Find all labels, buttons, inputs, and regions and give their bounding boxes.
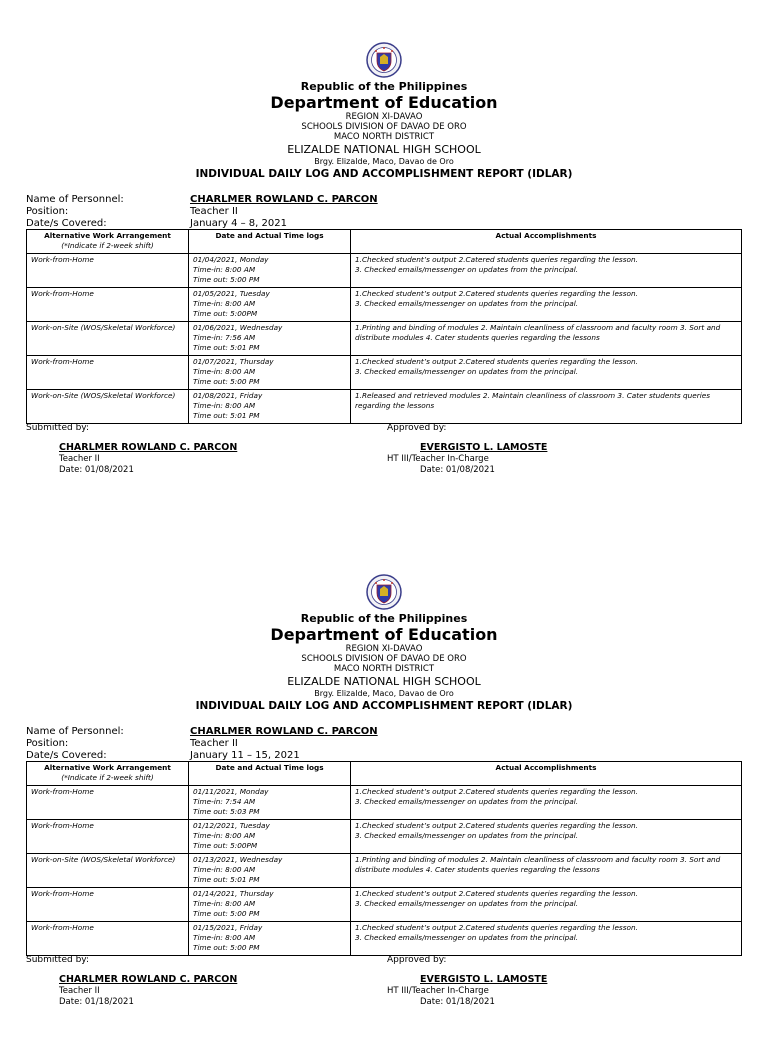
approver-name: EVERGISTO L. LAMOSTE [420,442,548,453]
personnel-label: Name of Personnel: [26,194,124,205]
personnel-name: CHARLMER ROWLAND C. PARCON [190,194,378,205]
table-row [27,254,742,288]
division-text: SCHOOLS DIVISION OF DAVAO DE ORO [301,654,467,664]
approver-name: EVERGISTO L. LAMOSTE [420,974,548,985]
deped-seal-icon [366,574,402,610]
accomplishments-cell: 1.Checked student’s output 2.Catered students queries regarding the lesson. 3. Checked emails/messenger on updates from the principal. [351,820,742,854]
republic-heading: Republic of the Philippines [300,80,468,93]
time-log-cell: 01/14/2021, Thursday Time-in: 8:00 AM Time out: 5:00 PM [189,888,351,922]
arrangement-cell: Work-from-Home [27,288,189,322]
accomplishments-cell: 1.Checked student’s output 2.Catered students queries regarding the lesson. 3. Checked emails/messenger on updates from the principal. [351,888,742,922]
approver-position: HT III/Teacher In-Charge [387,454,489,464]
arrangement-cell: Work-from-Home [27,820,189,854]
arrangement-cell: Work-from-Home [27,888,189,922]
arrangement-cell: Work-on-Site (WOS/Skeletal Workforce) [27,322,189,356]
time-log-cell: 01/08/2021, Friday Time-in: 8:00 AM Time out: 5:01 PM [189,390,351,424]
approved-date: Date: 01/08/2021 [420,465,495,475]
time-logs-header: Date and Actual Time logs [189,230,351,254]
time-log-cell: 01/04/2021, Monday Time-in: 8:00 AM Time out: 5:00 PM [189,254,351,288]
approved-by-label: Approved by: [387,955,447,965]
district-text: MACO NORTH DISTRICT [333,664,435,674]
district-text: MACO NORTH DISTRICT [333,132,435,142]
daily-log-table [26,761,742,956]
school-address: Brgy. Elizalde, Maco, Davao de Oro [314,689,454,698]
table-row [27,922,742,956]
accomplishments-cell: 1.Printing and binding of modules 2. Maintain cleanliness of classroom and faculty room 3. Sort and distribute modules 4. Cater students queries regarding the lessons [351,322,742,356]
table-row [27,356,742,390]
table-row [27,322,742,356]
table-row [27,390,742,424]
position-label: Position: [26,738,69,749]
arrangement-cell: Work-from-Home [27,356,189,390]
region-text: REGION XI-DAVAO [345,112,423,122]
school-name: ELIZALDE NATIONAL HIGH SCHOOL [287,143,481,156]
approved-date: Date: 01/18/2021 [420,997,495,1007]
report-week-1 [0,0,768,512]
time-log-cell: 01/12/2021, Tuesday Time-in: 8:00 AM Time out: 5:00PM [189,820,351,854]
submitted-by-label: Submitted by: [26,955,89,965]
submitter-position: Teacher II [59,454,100,464]
region-text: REGION XI-DAVAO [345,644,423,654]
report-week-2 [0,532,768,1044]
dates-covered-value: January 4 – 8, 2021 [190,218,287,229]
accomplishments-cell: 1.Checked student’s output 2.Catered students queries regarding the lesson. 3. Checked emails/messenger on updates from the principal. [351,356,742,390]
approver-position: HT III/Teacher In-Charge [387,986,489,996]
accomplishments-cell: 1.Checked student’s output 2.Catered students queries regarding the lesson. 3. Checked emails/messenger on updates from the principal. [351,254,742,288]
dates-covered-label: Date/s Covered: [26,750,107,761]
accomplishments-header: Actual Accomplishments [351,762,742,786]
department-heading: Department of Education [270,625,498,644]
accomplishments-cell: 1.Checked student’s output 2.Catered students queries regarding the lesson. 3. Checked emails/messenger on updates from the principal. [351,786,742,820]
accomplishments-cell: 1.Printing and binding of modules 2. Maintain cleanliness of classroom and faculty room 3. Sort and distribute modules 4. Cater students queries regarding the lessons [351,854,742,888]
deped-seal-icon [366,42,402,78]
personnel-name: CHARLMER ROWLAND C. PARCON [190,726,378,737]
time-log-cell: 01/07/2021, Thursday Time-in: 8:00 AM Time out: 5:00 PM [189,356,351,390]
dates-covered-value: January 11 – 15, 2021 [190,750,300,761]
table-row [27,288,742,322]
time-log-cell: 01/05/2021, Tuesday Time-in: 8:00 AM Time out: 5:00PM [189,288,351,322]
submitter-name: CHARLMER ROWLAND C. PARCON [59,442,238,453]
time-log-cell: 01/06/2021, Wednesday Time-in: 7:56 AM Time out: 5:01 PM [189,322,351,356]
accomplishments-header: Actual Accomplishments [351,230,742,254]
submitter-name: CHARLMER ROWLAND C. PARCON [59,974,238,985]
dates-covered-label: Date/s Covered: [26,218,107,229]
table-row [27,888,742,922]
table-header-row [27,762,742,786]
division-text: SCHOOLS DIVISION OF DAVAO DE ORO [301,122,467,132]
arrangement-cell: Work-from-Home [27,922,189,956]
arrangement-cell: Work-from-Home [27,786,189,820]
table-header-row [27,230,742,254]
submitted-date: Date: 01/08/2021 [59,465,134,475]
arrangement-cell: Work-on-Site (WOS/Skeletal Workforce) [27,854,189,888]
time-log-cell: 01/11/2021, Monday Time-in: 7:54 AM Time out: 5:03 PM [189,786,351,820]
time-log-cell: 01/13/2021, Wednesday Time-in: 8:00 AM Time out: 5:01 PM [189,854,351,888]
republic-heading: Republic of the Philippines [300,612,468,625]
position-value: Teacher II [190,206,238,217]
arrangement-cell: Work-from-Home [27,254,189,288]
accomplishments-cell: 1.Checked student’s output 2.Catered students queries regarding the lesson. 3. Checked emails/messenger on updates from the principal. [351,922,742,956]
time-log-cell: 01/15/2021, Friday Time-in: 8:00 AM Time out: 5:00 PM [189,922,351,956]
submitter-position: Teacher II [59,986,100,996]
school-address: Brgy. Elizalde, Maco, Davao de Oro [314,157,454,166]
report-title: INDIVIDUAL DAILY LOG AND ACCOMPLISHMENT REPORT (IDLAR) [195,700,573,712]
report-title: INDIVIDUAL DAILY LOG AND ACCOMPLISHMENT REPORT (IDLAR) [195,168,573,180]
submitted-date: Date: 01/18/2021 [59,997,134,1007]
school-name: ELIZALDE NATIONAL HIGH SCHOOL [287,675,481,688]
daily-log-table [26,229,742,424]
accomplishments-cell: 1.Checked student’s output 2.Catered students queries regarding the lesson. 3. Checked emails/messenger on updates from the principal. [351,288,742,322]
accomplishments-cell: 1.Released and retrieved modules 2. Maintain cleanliness of classroom 3. Cater students queries regarding the lessons [351,390,742,424]
arrangement-header: Alternative Work Arrangement (*Indicate if 2-week shift) [27,762,189,786]
table-row [27,820,742,854]
position-value: Teacher II [190,738,238,749]
table-row [27,786,742,820]
arrangement-cell: Work-on-Site (WOS/Skeletal Workforce) [27,390,189,424]
time-logs-header: Date and Actual Time logs [189,762,351,786]
position-label: Position: [26,206,69,217]
personnel-label: Name of Personnel: [26,726,124,737]
department-heading: Department of Education [270,93,498,112]
table-row [27,854,742,888]
arrangement-header: Alternative Work Arrangement (*Indicate if 2-week shift) [27,230,189,254]
submitted-by-label: Submitted by: [26,423,89,433]
approved-by-label: Approved by: [387,423,447,433]
